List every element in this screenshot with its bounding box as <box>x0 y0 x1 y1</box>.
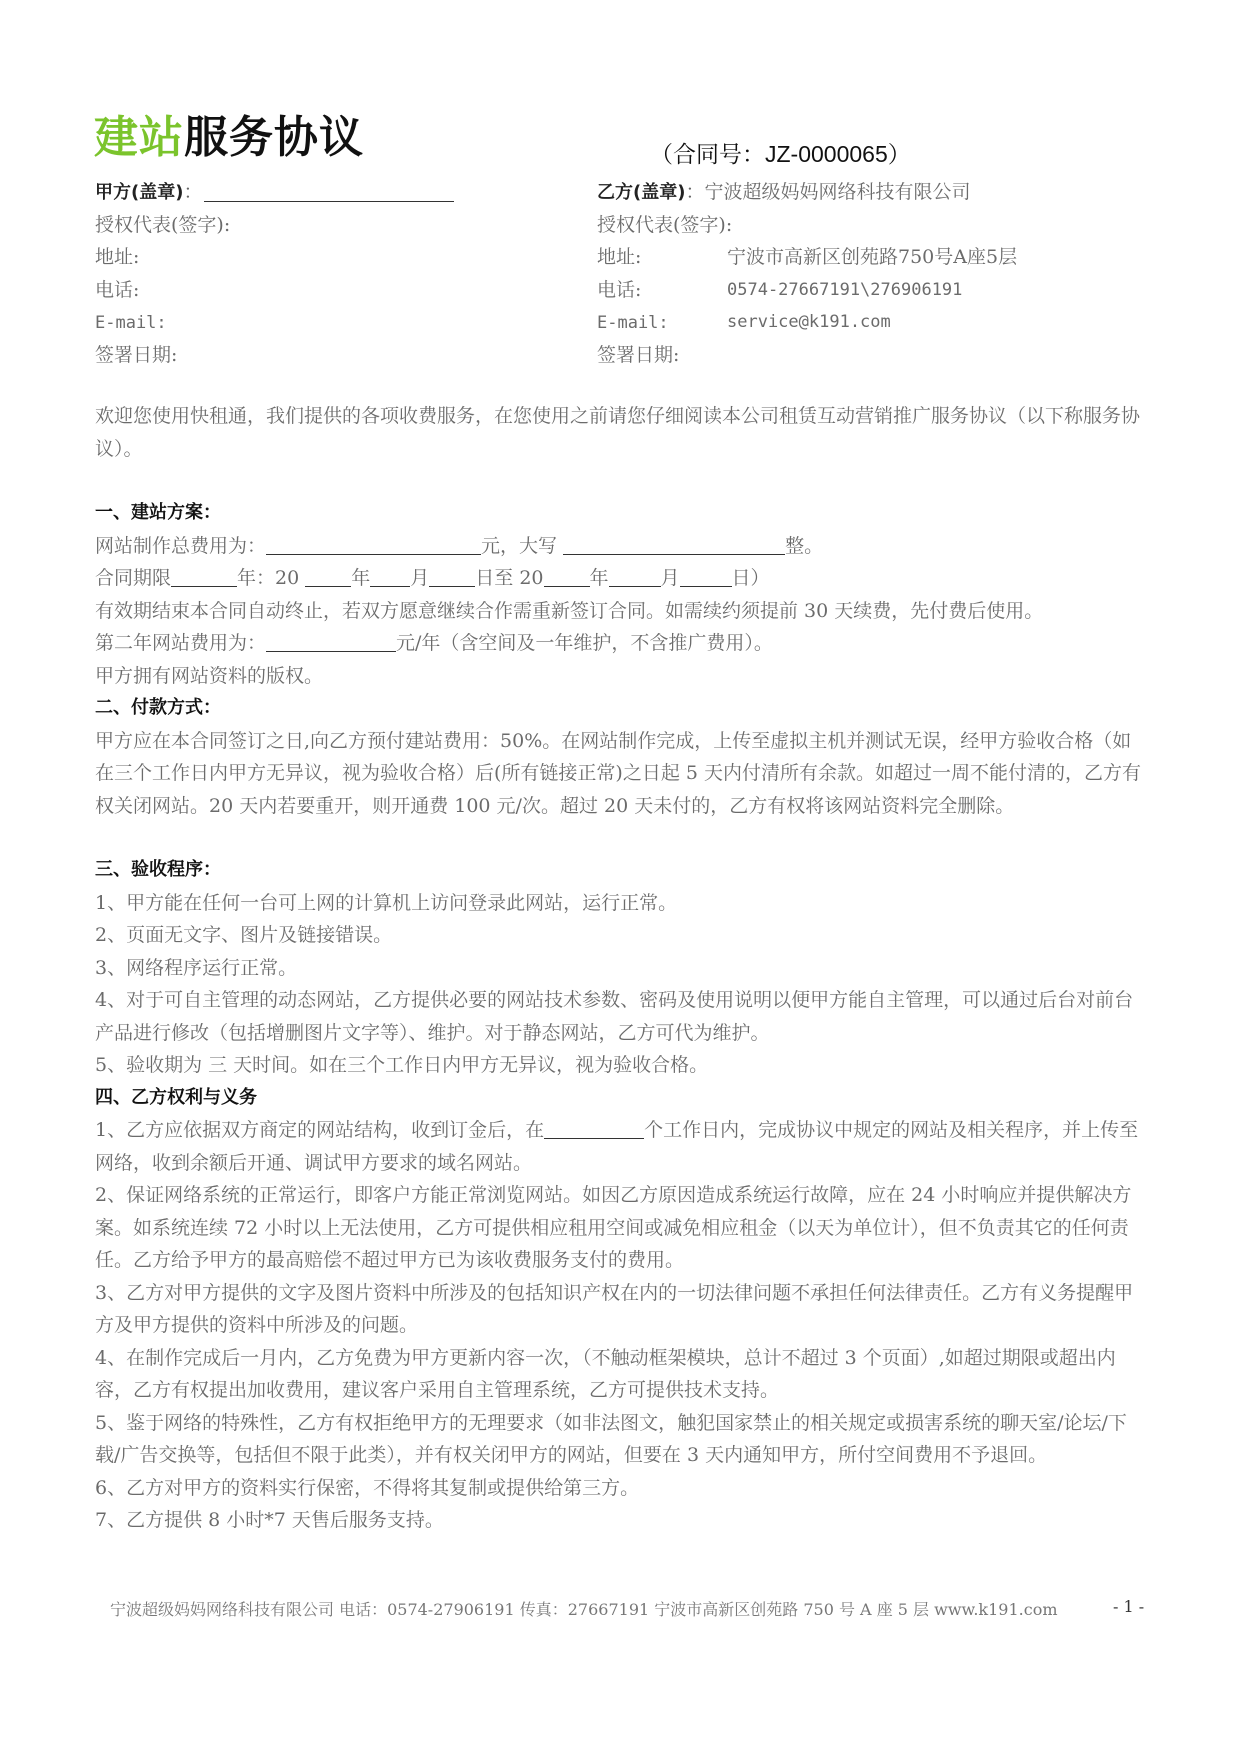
party-b-email-value: service@k191.com <box>727 312 891 332</box>
second-year-fee-blank[interactable] <box>266 631 396 652</box>
party-b-row <box>597 241 1018 274</box>
start-year-blank[interactable] <box>305 566 351 587</box>
party-b-date-label: 签署日期: <box>597 343 680 366</box>
party-a-address-label: 地址: <box>95 246 140 268</box>
title-highlight: 建站 <box>94 112 184 163</box>
intro-paragraph: 欢迎您使用快租通，我们提供的各项收费服务，在您使用之前请您仔细阅读本公司租赁互动营销推广服务协议（以下称服务协议）。 <box>95 405 1141 460</box>
contract-number: （合同号：JZ-0000065） <box>650 141 911 167</box>
section-3-item: 2、页面无文字、图片及链接错误。 <box>95 924 393 946</box>
title-rest: 服务协议 <box>184 112 364 163</box>
page-number: - 1 - <box>1113 1597 1145 1616</box>
spacer <box>95 822 1145 854</box>
start-year-unit: 年 <box>351 567 371 589</box>
section-4-item: 4、在制作完成后一月内，乙方免费为甲方更新内容一次，（不触动框架模块，总计不超过 3 个页面）,如超过期限或超出内容，乙方有权提出加收费用，建议客户采用自主管理系统，乙方可提供技术支持。 <box>95 1346 1116 1401</box>
start-day-unit: 日至 20 <box>475 567 544 589</box>
section-4-item: 6、乙方对甲方的资料实行保密，不得将其复制或提供给第三方。 <box>95 1476 640 1499</box>
start-day-blank[interactable] <box>429 566 475 587</box>
party-b-header-row <box>597 176 970 209</box>
section-1-fee-line <box>95 530 1145 563</box>
party-b-representative-label: 授权代表(签字): <box>597 213 733 236</box>
section-4-item: 3、乙方对甲方提供的文字及图片资料中所涉及的包括知识产权在内的一切法律问题不承担任何法律责任。乙方有义务提醒甲方及甲方提供的资料中所涉及的问题。 <box>95 1281 1134 1336</box>
fee-amount-blank[interactable] <box>266 534 481 555</box>
start-month-blank[interactable] <box>370 566 410 587</box>
section-3-title: 三、验收程序： <box>95 859 221 880</box>
party-b-email-label: E-mail: <box>597 313 669 333</box>
second-year-suffix: 元/年（含空间及一年维护，不含推广费用）。 <box>396 632 773 654</box>
section-4-item: 5、鉴于网络的特殊性，乙方有权拒绝甲方的无理要求（如非法图文，触犯国家禁止的相关规定或损害系统的聊天室/论坛/下载/广告交换等，包括但不限于此类），并有权关闭甲方的网站，但要在 3 天内通知甲方，所付空间费用不予退回。 <box>95 1411 1127 1466</box>
party-b-address-label: 地址: <box>597 246 642 268</box>
section-1-term-line <box>95 562 1145 595</box>
section-2-title: 二、付款方式： <box>95 697 221 718</box>
party-b-company: 宁波超级妈妈网络科技有限公司 <box>704 181 971 203</box>
section-3-item: 3、网络程序运行正常。 <box>95 956 298 979</box>
party-b-block <box>597 176 1018 371</box>
party-a-row <box>95 274 454 307</box>
party-a-header-row <box>95 176 454 209</box>
section-1-copyright-line: 甲方拥有网站资料的版权。 <box>95 664 324 687</box>
document-title <box>94 110 364 166</box>
end-day-blank[interactable] <box>680 566 732 587</box>
party-b-address-value: 宁波市高新区创苑路750号A座5层 <box>727 246 1018 268</box>
working-days-blank[interactable] <box>544 1118 644 1139</box>
party-b-phone-label: 电话: <box>597 278 642 301</box>
fee-label: 网站制作总费用为： <box>95 534 267 557</box>
end-day-unit: 日） <box>731 567 770 589</box>
party-b-colon: ： <box>685 181 705 203</box>
party-a-row <box>95 339 454 372</box>
second-year-label: 第二年网站费用为： <box>95 632 267 654</box>
end-year-blank[interactable] <box>544 566 590 587</box>
party-b-row <box>597 339 970 372</box>
item-1-text-b: 个工作日内，完成协议中规定的网站及相关程序，并上传至网络，收到余额后开通、调试甲方要求的域名网站。 <box>95 1119 1139 1174</box>
end-month-unit: 月 <box>660 567 680 589</box>
section-1-renewal-line: 有效期结束本合同自动终止，若双方愿意继续合作需重新签订合同。如需续约须提前 30 天续费，先付费后使用。 <box>95 599 1044 622</box>
section-4-title: 四、乙方权利与义务 <box>95 1086 257 1108</box>
item-1-text-a: 1、乙方应依据双方商定的网站结构，收到订金后，在 <box>95 1119 545 1141</box>
party-b-label: 乙方(盖章) <box>597 182 686 203</box>
party-a-row <box>95 306 454 339</box>
party-a-block <box>95 176 454 371</box>
section-3-item: 4、对于可自主管理的动态网站，乙方提供必要的网站技术参数、密码及使用说明以便甲方能自主管理，可以通过后台对前台产品进行修改（包括增删图片文字等）、维护。对于静态网站，乙方可代为维护。 <box>95 989 1134 1044</box>
party-b-row <box>597 306 970 339</box>
agreement-body <box>95 400 1145 1537</box>
party-b-row <box>597 274 970 307</box>
party-a-representative-label: 授权代表(签字): <box>95 213 231 236</box>
fee-capital-blank[interactable] <box>563 534 785 555</box>
party-a-email-label: E-mail: <box>95 313 167 333</box>
party-b-phone-value: 0574-27667191\276906191 <box>727 279 963 300</box>
section-3-item: 1、甲方能在任何一台可上网的计算机上访问登录此网站，运行正常。 <box>95 891 678 914</box>
fee-capital-label: 元，大写 <box>481 534 558 557</box>
party-a-label: 甲方(盖章) <box>95 182 184 203</box>
page-footer: 宁波超级妈妈网络科技有限公司 电话：0574-27906191 传真：27667191 宁波市高新区创苑路 750 号 A 座 5 层 www.k191.com <box>110 1600 1058 1619</box>
start-month-unit: 月 <box>410 567 430 589</box>
end-month-blank[interactable] <box>609 566 661 587</box>
party-a-seal-line[interactable] <box>204 179 454 202</box>
party-b-row <box>597 209 970 242</box>
section-4-item-1 <box>95 1114 1145 1179</box>
section-3-item: 5、验收期为 三 天时间。如在三个工作日内甲方无异议，视为验收合格。 <box>95 1054 709 1076</box>
section-1-title: 一、建站方案： <box>95 502 221 523</box>
party-a-date-label: 签署日期: <box>95 343 178 366</box>
party-a-row <box>95 209 454 242</box>
section-1-second-year-line <box>95 627 1145 660</box>
term-label: 合同期限 <box>95 567 172 589</box>
fee-suffix: 整。 <box>785 534 824 557</box>
party-a-phone-label: 电话: <box>95 278 140 301</box>
section-2-text: 甲方应在本合同签订之日,向乙方预付建站费用：50%。在网站制作完成，上传至虚拟主机并测试无误，经甲方验收合格（如在三个工作日内甲方无异议，视为验收合格）后(所有链接正常)之日起 5 天内付清所有余款。如超过一周不能付清的，乙方有权关闭网站。20 天内若要重开，则开通费 100 元/次。超过 20 天未付的，乙方有权将该网站资料完全删除。 <box>95 729 1141 817</box>
term-years-unit: 年：20 <box>237 567 300 589</box>
section-4-item: 7、乙方提供 8 小时*7 天售后服务支持。 <box>95 1509 444 1531</box>
term-years-blank[interactable] <box>171 566 237 587</box>
section-4-item: 2、保证网络系统的正常运行，即客户方能正常浏览网站。如因乙方原因造成系统运行故障，应在 24 小时响应并提供解决方案。如系统连续 72 小时以上无法使用，乙方可提供相应租用空间或减免相应租金（以天为单位计），但不负责其它的任何责任。乙方给予甲方的最高赔偿不超过甲方已为该收费服务支付的费用。 <box>95 1184 1132 1271</box>
end-year-unit: 年 <box>589 567 609 589</box>
party-a-row <box>95 241 454 274</box>
party-a-colon: ： <box>183 181 203 203</box>
